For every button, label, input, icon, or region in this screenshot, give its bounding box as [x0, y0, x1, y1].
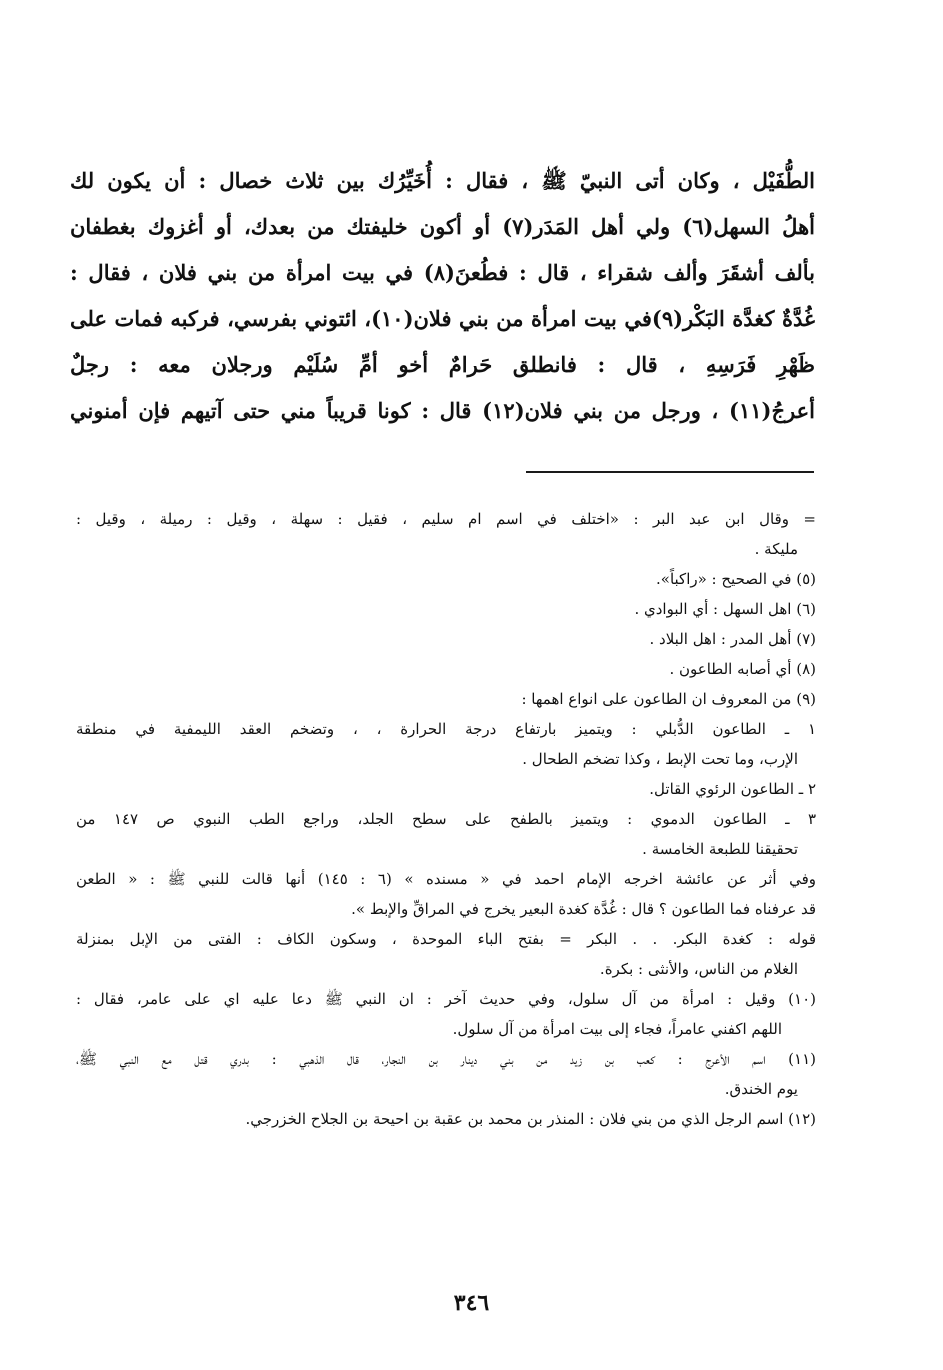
main-text-line: غُدَّةٌ كغدَّة البَكْر(٩)في بيت امرأة من بني فلان(١٠)، ائتوني بفرسي، فركبه فمات على	[70, 306, 815, 331]
footnotes-block	[76, 504, 816, 1134]
footnote-line: تحقيقنا للطبعة الخامسة .	[642, 840, 798, 858]
footnote-line: اللهم اكفني عامراً، فجاء إلى بيت امرأة من آل سلول.	[452, 1020, 782, 1038]
main-text-block	[70, 158, 815, 434]
page-number: ٣٤٦	[453, 1290, 490, 1316]
footnote-line: يوم الخندق.	[724, 1080, 798, 1098]
footnote-line: = وقال ابن عبد البر : «اختلف في اسم ام سليم ، فقيل : سهلة ، وقيل : رميلة ، وقيل :	[76, 510, 816, 528]
footnote-line: (٧) أهل المدر : اهل البلاد .	[649, 630, 816, 648]
footnote-line: (١١) اسم الأعرج : كعب بن زيد من بني دينار بن النجار، قال الذهبي : بدري قتل مع النبي ﷺ،	[76, 1050, 816, 1068]
footnote-line: الغلام من الناس، والأنثى : بكرة.	[599, 960, 798, 978]
footnote-line: (٦) اهل السهل : أي البوادي .	[634, 600, 816, 618]
footnote-line: ٢ ـ الطاعون الرئوي القاتل.	[649, 780, 816, 798]
footnote-line: قد عرفناه فما الطاعون ؟ قال : غُدَّة كغدة البعير يخرج في المراقِّ والإبط ».	[351, 900, 816, 918]
footnote-line: (٨) أي أصابه الطاعون .	[669, 660, 816, 678]
footnote-line: ١ ـ الطاعون الدُّبلي : ويتميز بارتفاع درجة الحرارة ، ، وتضخم العقد الليمفية في منطقة	[76, 720, 816, 738]
footnote-line: (١٠) وقيل : امرأة من آل سلول، وفي حديث آخر : ان النبي ﷺ دعا عليه اي على عامر، فقال :	[76, 990, 816, 1008]
footnote-line: ٣ ـ الطاعون الدموي : ويتميز بالطفح على سطح الجلد، وراجع الطب النبوي ص ١٤٧ من	[76, 810, 816, 828]
footnote-line: الإرب، وما تحت الإبط ، وكذا تضخم الطحال .	[522, 750, 798, 768]
footnote-line: (٩) من المعروف ان الطاعون على انواع اهمها :	[521, 690, 816, 708]
main-text-line: أهلُ السهل(٦) ولي أهل المَدَر(٧) أو أكون خليفتك من بعدك، أو أغزوك بغطفان	[70, 214, 815, 239]
footnote-line: مليكة .	[754, 540, 798, 558]
footnote-line: (٥) في الصحيح : «راكباً».	[656, 570, 816, 588]
footnote-separator	[526, 471, 814, 473]
main-text-line: الطُّفَيْل ، وكان أتى النبيّ ﷺ ، فقال : أُخَيِّرُك بين ثلاث خصال : أن يكون لك	[70, 168, 815, 193]
main-text-line: بألف أشقَرَ وألف شقراء ، قال : فطُعنَ(٨) في بيت امرأة من بني فلان ، فقال :	[70, 260, 815, 285]
main-text-line: أعرجُ(١١) ، ورجل من بني فلان(١٢) قال : كونا قريباً مني حتى آتيهم فإن أمنوني	[70, 398, 815, 423]
footnote-line: قوله : كغدة البكر. . . البكر = بفتح الباء الموحدة ، وسكون الكاف : الفتى من الإبل بمنزلة	[76, 930, 816, 948]
footnote-line: (١٢) اسم الرجل الذي من بني فلان : المنذر بن محمد بن عقبة بن احيحة بن الجلاح الخزرجي.	[245, 1110, 816, 1128]
main-text-line: ظَهْرِ فَرَسِهِ ، قال : فانطلق حَرامٌ أخو أمِّ سُلَيْم ورجلان معه : رجلٌ	[70, 352, 815, 377]
footnote-line: وفي أثر عن عائشة اخرجه الإمام احمد في « مسنده » (٦ : ١٤٥) أنها قالت للنبي ﷺ : « الطعن	[76, 870, 816, 888]
